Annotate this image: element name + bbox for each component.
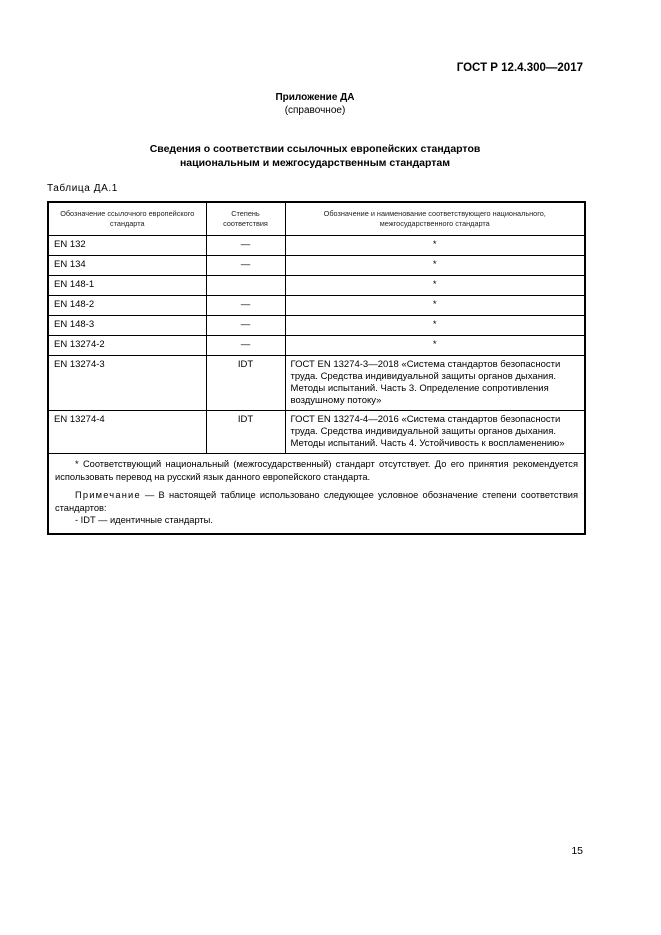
header-degree: Степень соответствия bbox=[206, 202, 285, 236]
european-standard-cell: EN 148-2 bbox=[48, 296, 206, 316]
european-standard-cell: EN 13274-4 bbox=[48, 411, 206, 454]
national-standard-line: воздушному потоку» bbox=[290, 395, 382, 406]
header-national-standard: Обозначение и наименование соответствующего национального, межгосударственного стандарта bbox=[285, 202, 585, 236]
european-standard-cell: EN 13274-3 bbox=[48, 356, 206, 411]
table-row bbox=[48, 336, 585, 356]
european-standard-cell: EN 148-1 bbox=[48, 276, 206, 296]
note-label: Примечание bbox=[75, 490, 141, 500]
national-standard-cell: * bbox=[285, 336, 585, 356]
standards-correspondence-table bbox=[47, 201, 586, 535]
european-standard-cell: EN 132 bbox=[48, 236, 206, 256]
table-row bbox=[48, 411, 585, 454]
degree-cell bbox=[206, 276, 285, 296]
national-standard-cell: * bbox=[285, 316, 585, 336]
degree-cell: — bbox=[206, 296, 285, 316]
page-number: 15 bbox=[571, 845, 583, 857]
section-title-line-1: Сведения о соответствии ссылочных европейских стандартов bbox=[149, 143, 481, 155]
table-row bbox=[48, 236, 585, 256]
degree-cell: — bbox=[206, 316, 285, 336]
national-standard-cell: * bbox=[285, 236, 585, 256]
annex-title: Приложение ДА bbox=[275, 92, 355, 103]
note-text: — В настоящей таблице использовано следующее условное обозначение степени соответствия стандартов: bbox=[55, 490, 578, 513]
annex-subtitle: (справочное) bbox=[284, 105, 346, 116]
table-footnote-row bbox=[48, 454, 585, 534]
footnote-cell bbox=[48, 454, 585, 534]
degree-cell: IDT bbox=[206, 356, 285, 411]
national-standard-line: Методы испытаний. Часть 4. Устойчивость к воспламенению» bbox=[290, 438, 565, 449]
european-standard-cell: EN 134 bbox=[48, 256, 206, 276]
european-standard-cell: EN 13274-2 bbox=[48, 336, 206, 356]
european-standard-cell: EN 148-3 bbox=[48, 316, 206, 336]
national-standard-line: труда. Средства индивидуальной защиты органов дыхания. bbox=[290, 426, 557, 437]
table-row bbox=[48, 316, 585, 336]
degree-cell: — bbox=[206, 236, 285, 256]
table-row bbox=[48, 256, 585, 276]
national-standard-cell bbox=[285, 411, 585, 454]
national-standard-cell: * bbox=[285, 256, 585, 276]
degree-cell: — bbox=[206, 336, 285, 356]
footnote-text: * Соответствующий национальный (межгосударственный) стандарт отсутствует. До его принятия рекомендуется использовать перевод на русский язык данного европейского стандарта. bbox=[55, 459, 578, 482]
table-header-row bbox=[48, 202, 585, 236]
note-legend: - IDT — идентичные стандарты. bbox=[75, 515, 213, 525]
national-standard-cell bbox=[285, 356, 585, 411]
table-note bbox=[55, 489, 578, 514]
national-standard-line: ГОСТ EN 13274-4—2016 «Система стандартов безопасности bbox=[290, 414, 561, 425]
national-standard-line: труда. Средства индивидуальной защиты органов дыхания. bbox=[290, 371, 557, 382]
document-code: ГОСТ Р 12.4.300—2017 bbox=[456, 62, 583, 74]
table-caption: Таблица ДА.1 bbox=[47, 183, 118, 194]
section-title-line-2: национальным и межгосударственным стандартам bbox=[179, 157, 451, 169]
section-title bbox=[0, 142, 630, 170]
degree-cell: — bbox=[206, 256, 285, 276]
national-standard-line: ГОСТ EN 13274-3—2018 «Система стандартов безопасности bbox=[290, 359, 561, 370]
degree-cell: IDT bbox=[206, 411, 285, 454]
table-row bbox=[48, 276, 585, 296]
header-european-standard: Обозначение ссылочного европейского стандарта bbox=[48, 202, 206, 236]
table-row bbox=[48, 296, 585, 316]
annex-heading bbox=[0, 91, 630, 117]
table-row bbox=[48, 356, 585, 411]
national-standard-cell: * bbox=[285, 276, 585, 296]
national-standard-cell: * bbox=[285, 296, 585, 316]
national-standard-line: Методы испытаний. Часть 3. Определение сопротивления bbox=[290, 383, 549, 394]
